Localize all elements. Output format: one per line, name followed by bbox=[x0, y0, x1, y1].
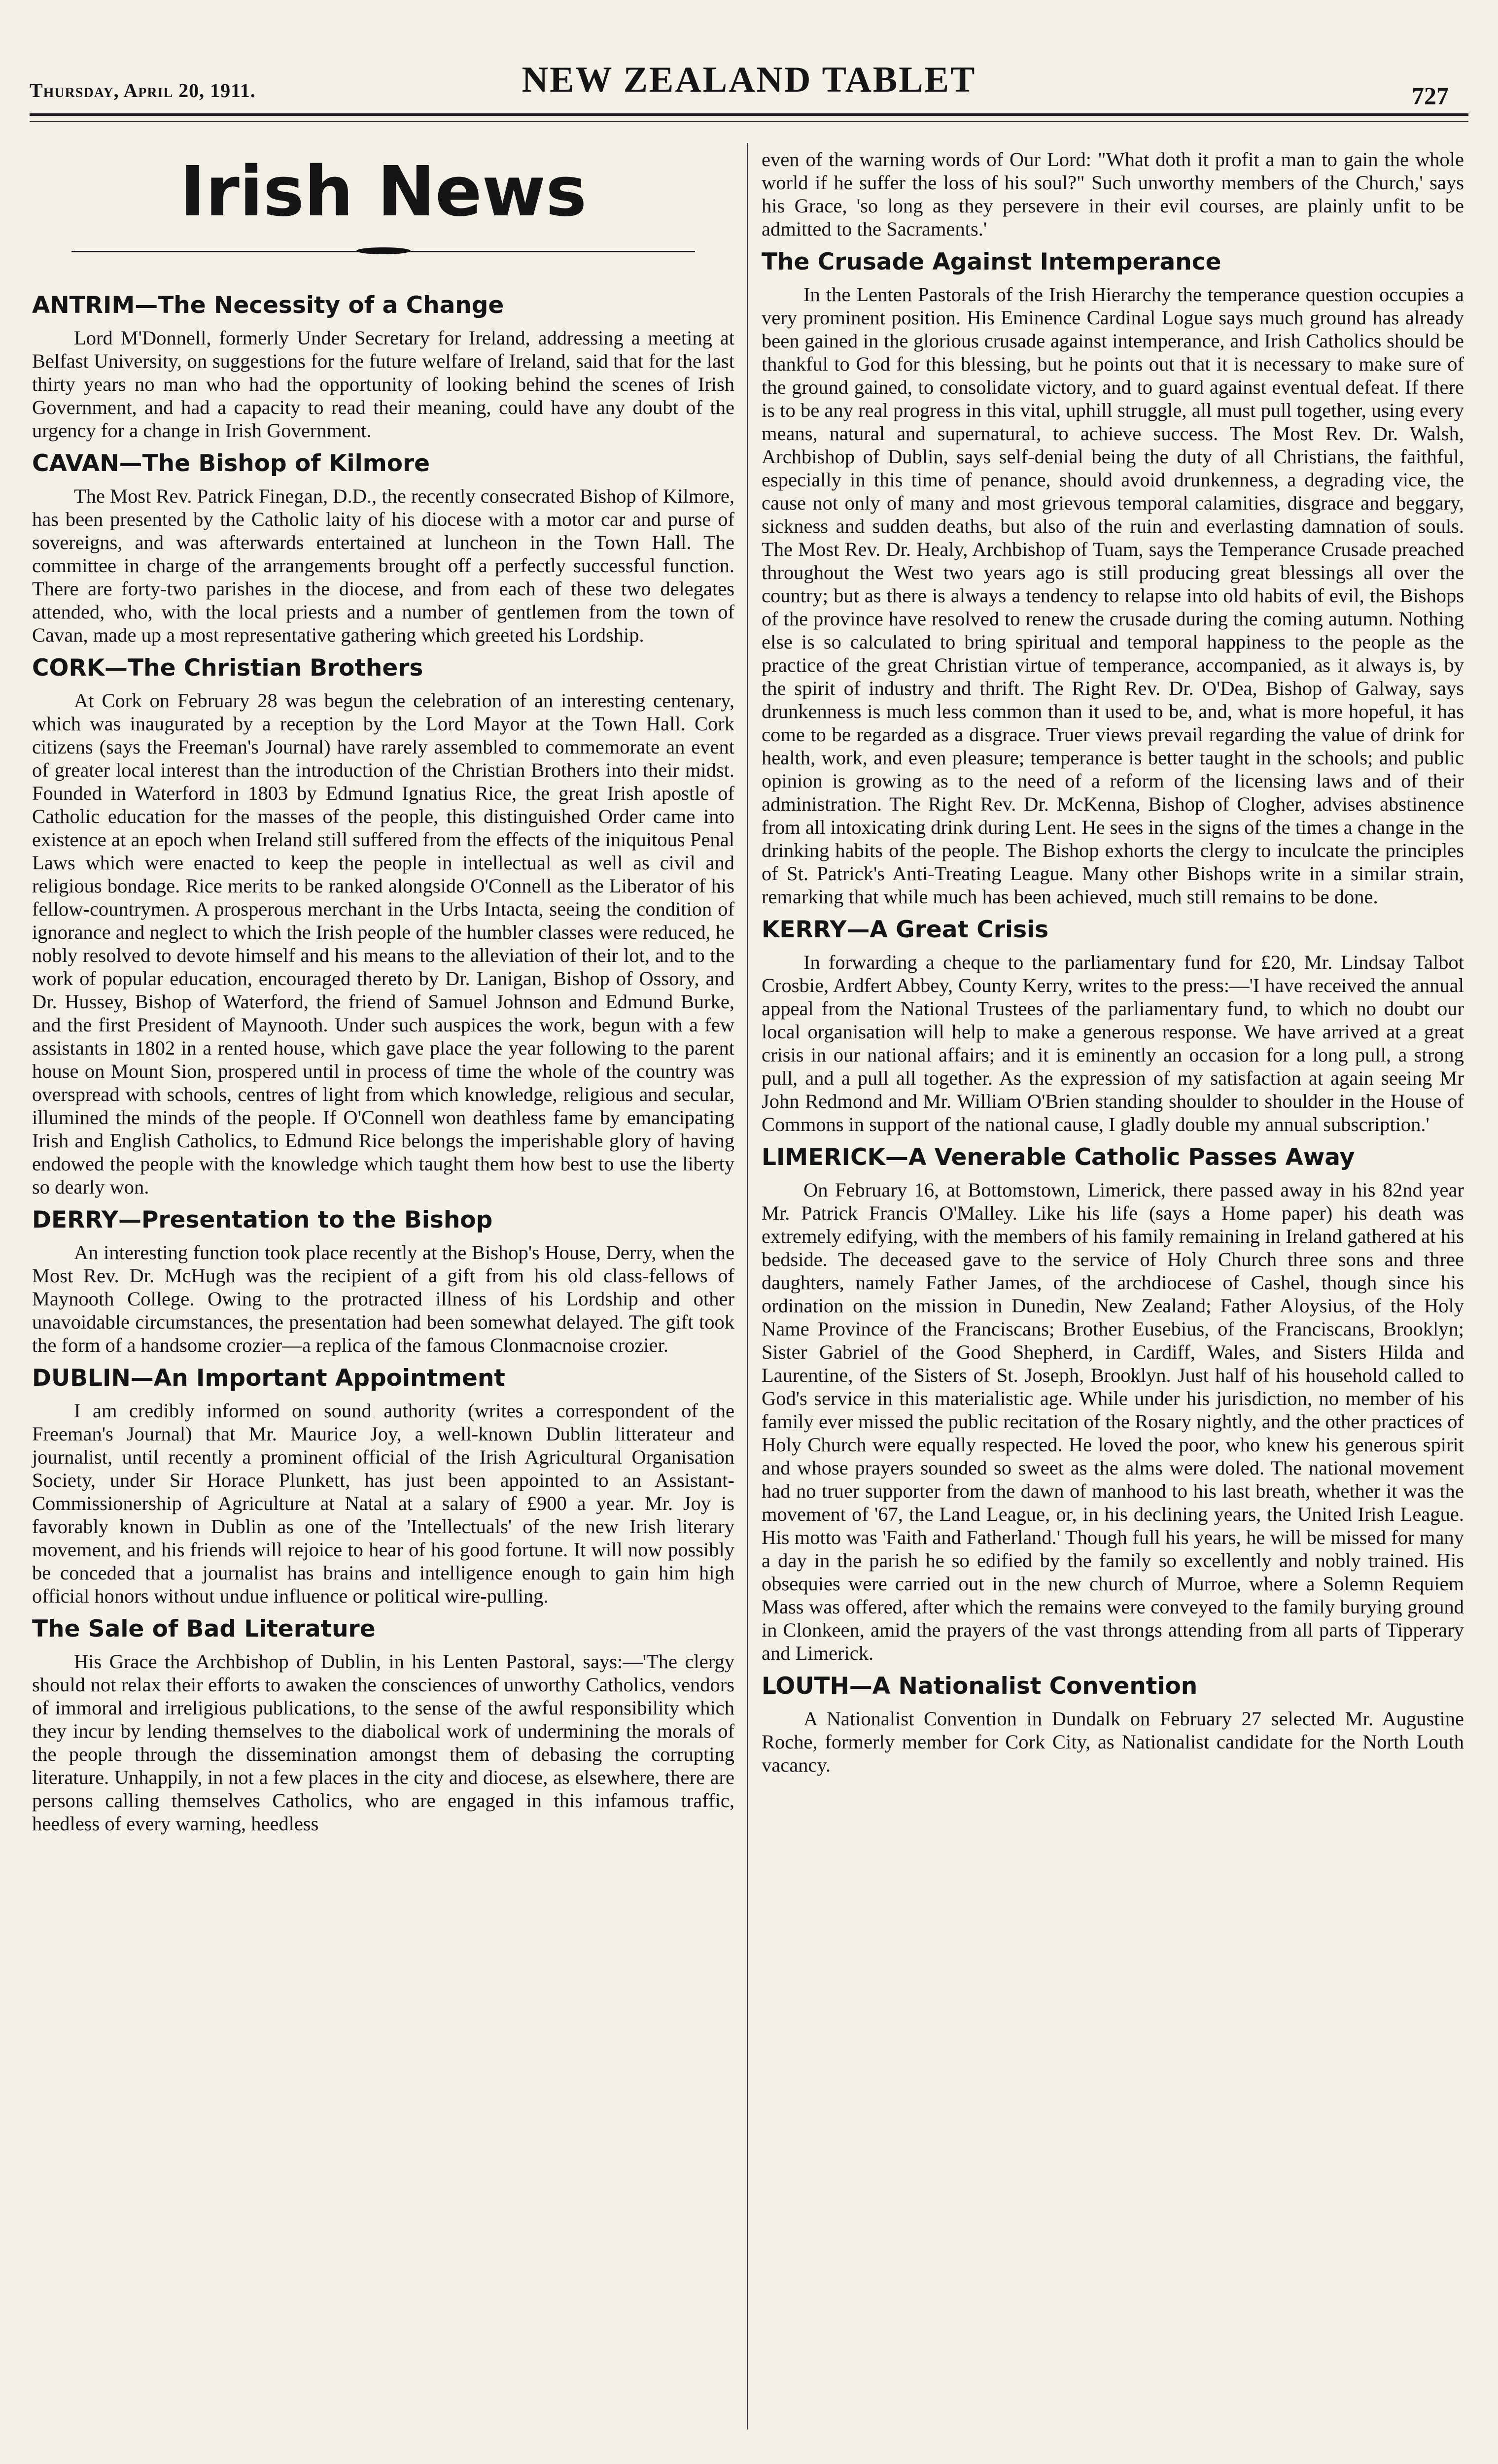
article-paragraph: I am credibly informed on sound authority (writes a correspondent of the Freeman's Journal) that Mr. Maurice Joy, a well-known Dublin litterateur and journalist, until recently a prominent official of the Irish Agricultural Organisation Society, under Sir Horace Plunkett, has just been appointed to an Assistant-Commissionership of Agriculture at Natal at a salary of £900 a year. Mr. Joy is favorably known in Dublin as one of the 'Intellectuals' of the new Irish literary movement, and his friends will rejoice to hear of his good fortune. It will now possibly be conceded that a journalist has brains and intelligence enough to gain him high official honors without undue influence or political wire-pulling. bbox=[32, 1400, 734, 1607]
article-paragraph: even of the warning words of Our Lord: "What doth it profit a man to gain the whole world if he suffer the loss of his soul?" Such unworthy members of the Church,' says his Grace, 'so long as they persevere in their evil courses, are plainly unfit to be admitted to the Sacraments.' bbox=[762, 148, 1464, 240]
section-masthead: Irish News bbox=[179, 152, 587, 232]
article bbox=[32, 291, 734, 442]
article-headline: LIMERICK—A Venerable Catholic Passes Away bbox=[762, 1144, 1355, 1171]
page-header bbox=[30, 59, 1468, 123]
article-paragraph: In forwarding a cheque to the parliamentary fund for £20, Mr. Lindsay Talbot Crosbie, Ardfert Abbey, County Kerry, writes to the press:—'I have received the annual appeal from the National Trustees of the parliamentary fund, to which no doubt our local organisation will help to make a generous response. We have arrived at a great crisis in our national affairs; and it is eminently an occasion for a long pull, a strong pull, and a pull all together. As the expression of my satisfaction at again seeing Mr John Redmond and Mr. William O'Brien standing shoulder to shoulder in the House of Commons in support of the national cause, I gladly double my annual subscription.' bbox=[762, 951, 1464, 1135]
page-number: 727 bbox=[1412, 82, 1449, 109]
article-paragraph: His Grace the Archbishop of Dublin, in his Lenten Pastoral, says:—'The clergy should not relax their efforts to awaken the consciences of unworthy Catholics, vendors of immoral and irreligious publications, to the sense of the awful responsibility which they incur by lending themselves to the diabolical work of undermining the morals of the people through the dissemination amongst them of debasing the corrupting literature. Unhappily, in not a few places in the city and diocese, as elsewhere, there are persons calling themselves Catholics, who are engaged in this infamous traffic, heedless of every warning, heedless bbox=[32, 1650, 734, 1835]
right-articles bbox=[762, 148, 1464, 1777]
article-headline: The Crusade Against Intemperance bbox=[762, 248, 1221, 275]
right-column bbox=[762, 148, 1464, 1777]
masthead-ornament-rule bbox=[71, 246, 695, 256]
left-articles bbox=[32, 291, 734, 1835]
article bbox=[762, 915, 1464, 1136]
header-rule-thin bbox=[30, 121, 1468, 122]
article-headline: ANTRIM—The Necessity of a Change bbox=[32, 292, 504, 319]
article bbox=[32, 1364, 734, 1608]
article bbox=[762, 247, 1464, 908]
article-paragraph: At Cork on February 28 was begun the celebration of an interesting centenary, which was inaugurated by a reception by the Lord Mayor at the Town Hall. Cork citizens (says the Freeman's Journal) have rarely assembled to commemorate an event of greater local interest than the introduction of the Christian Brothers into their midst. Founded in Waterford in 1803 by Edmund Ignatius Rice, the great Irish apostle of Catholic education for the masses of the people, this distinguished Order came into existence at an epoch when Ireland still suffered from the effects of the iniquitous Penal Laws which were enacted to keep the people in intellectual as well as civil and religious bondage. Rice merits to be ranked alongside O'Connell as the Liberator of his fellow-countrymen. A prosperous merchant in the Urbs Intacta, seeing the condition of ignorance and neglect to which the Irish people of the humbler classes were reduced, he nobly resolved to devote himself and his means to the alleviation of their lot, and to the work of popular education, encouraged thereto by Dr. Lanigan, Bishop of Ossory, and Dr. Hussey, Bishop of Waterford, the friend of Samuel Johnson and Edmund Burke, and the first President of Maynooth. Under such auspices the work, begun with a few assistants in 1802 in a rented house, which gave place the year following to the parent house on Mount Sion, prospered until in process of time the whole of the country was overspread with schools, centres of light from which knowledge, religious and secular, illumined the minds of the people. If O'Connell won deathless fame by emancipating Irish and English Catholics, to Edmund Rice belongs the imperishable glory of having endowed the people with the knowledge which taught them how best to use the liberty so dearly won. bbox=[32, 689, 734, 1198]
header-rule bbox=[30, 113, 1468, 116]
article-headline: DUBLIN—An Important Appointment bbox=[32, 1365, 505, 1392]
header-title: NEW ZEALAND TABLET bbox=[522, 60, 976, 100]
column-divider bbox=[747, 143, 748, 2430]
article bbox=[32, 1205, 734, 1357]
article-paragraph: A Nationalist Convention in Dundalk on February 27 selected Mr. Augustine Roche, formerly member for Cork City, as Nationalist candidate for the North Louth vacancy. bbox=[762, 1708, 1464, 1776]
article-paragraph: Lord M'Donnell, formerly Under Secretary for Ireland, addressing a meeting at Belfast University, on suggestions for the future welfare of Ireland, said that for the last thirty years no man who had the opportunity of looking behind the scenes of Irish Government, and had a capacity to read their meaning, could have any doubt of the urgency for a change in Irish Government. bbox=[32, 327, 734, 442]
article-headline: DERRY—Presentation to the Bishop bbox=[32, 1206, 493, 1233]
article bbox=[32, 449, 734, 647]
article-headline: KERRY—A Great Crisis bbox=[762, 916, 1049, 943]
article bbox=[762, 1143, 1464, 1665]
article-paragraph: In the Lenten Pastorals of the Irish Hierarchy the temperance question occupies a very prominent position. His Eminence Cardinal Logue says much ground has already been gained in the glorious crusade against intemperance, and Irish Catholics should be thankful to God for this blessing, but he points out that it is necessary to make sure of the ground gained, to consolidate victory, and to guard against eventual defeat. If there is to be any real progress in this vital, uphill struggle, all must pull together, using every means, natural and supernatural, to achieve success. The Most Rev. Dr. Walsh, Archbishop of Dublin, says self-denial being the duty of all Christians, the faithful, especially in this time of penance, should avoid drunkenness, a degrading vice, the cause not only of many and most grievous temporal calamities, disgrace and beggary, sickness and sudden deaths, but also of the ruin and everlasting damnation of souls. The Most Rev. Dr. Healy, Archbishop of Tuam, says the Temperance Crusade preached throughout the West two years ago is still producing great blessings all over the country; but as there is always a tendency to relapse into old habits of evil, the Bishops of the province have resolved to renew the crusade during the coming autumn. Nothing else is so calculated to bring spiritual and temporal happiness to the people as the practice of the great Christian virtue of temperance, accompanied, as it always is, by the spirit of industry and thrift. The Right Rev. Dr. O'Dea, Bishop of Galway, says drunkenness is much less common than it used to be, and, what is more hopeful, it has come to be regarded as a disgrace. Truer views prevail regarding the value of drink for health, work, and even pleasure; temperance is better taught in the schools; and public opinion is growing as to the need of a reform of the licensing laws and of their administration. The Right Rev. Dr. McKenna, Bishop of Clogher, advises abstinence from all intoxicating drink during Lent. He sees in the signs of the times a change in the drinking habits of the people. The Bishop exhorts the clergy to inculcate the principles of St. Patrick's Anti-Treating League. Many other Bishops write in a similar strain, remarking that while much has been achieved, much still remains to be done. bbox=[762, 283, 1464, 908]
left-column bbox=[32, 148, 734, 1835]
article-paragraph: An interesting function took place recently at the Bishop's House, Derry, when the Most Rev. Dr. McHugh was the recipient of a gift from his old class-fellows of Maynooth College. Owing to the protracted illness of his Lordship and other unavoidable circumstances, the presentation had been somewhat delayed. The gift took the form of a handsome crozier—a replica of the famous Clonmacnoise crozier. bbox=[32, 1241, 734, 1356]
article bbox=[32, 653, 734, 1198]
article-headline: CORK—The Christian Brothers bbox=[32, 654, 423, 682]
article-headline: CAVAN—The Bishop of Kilmore bbox=[32, 450, 430, 477]
article bbox=[762, 1672, 1464, 1777]
header-date: Thursday, April 20, 1911. bbox=[30, 79, 256, 102]
article-headline: LOUTH—A Nationalist Convention bbox=[762, 1673, 1198, 1700]
article bbox=[32, 1614, 734, 1835]
article bbox=[762, 148, 1464, 240]
article-paragraph: On February 16, at Bottomstown, Limerick, there passed away in his 82nd year Mr. Patrick Francis O'Malley. Like his life (says a Home paper) his death was extremely edifying, with the members of his family remaining in Ireland gathered at his bedside. The deceased gave to the service of Holy Church three sons and three daughters, namely Father James, of the archdiocese of Cashel, though since his ordination on the mission in Dunedin, New Zealand; Father Aloysius, of the Holy Name Province of the Franciscans; Brother Eusebius, of the Franciscans, Brooklyn; Sister Gabriel of the Good Shepherd, in Cardiff, Wales, and Sisters Hilda and Laurentine, of the Sisters of St. Joseph, Brooklyn. Just half of his household called to God's service in this materialistic age. While under his jurisdiction, no member of his family ever missed the public recitation of the Rosary nightly, and the other practices of Holy Church were equally respected. He loved the poor, who knew his generous spirit and whose prayers sounded so sweet as the alms were doled. The national movement had no truer supporter from the dawn of manhood to his last breath, whether it was the movement of '67, the Land League, or, in his declining years, the United Irish League. His motto was 'Faith and Fatherland.' Though full his years, he will be missed for many a day in the parish he so edified by the family so excellently and nobly trained. His obsequies were carried out in the new church of Murroe, where a Solemn Requiem Mass was offered, after which the remains were conveyed to the family burying ground in Clonkeen, amid the prayers of the vast throngs attending from all parts of Tipperary and Limerick. bbox=[762, 1179, 1464, 1664]
article-paragraph: The Most Rev. Patrick Finegan, D.D., the recently consecrated Bishop of Kilmore, has been presented by the Catholic laity of his diocese with a motor car and purse of sovereigns, and was afterwards entertained at luncheon in the Town Hall. The committee in charge of the arrangements brought off a perfectly successful function. There are forty-two parishes in the diocese, and from each of these two delegates attended, who, with the local priests and a number of gentlemen from the town of Cavan, made up a most representative gathering which greeted his Lordship. bbox=[32, 485, 734, 646]
article-headline: The Sale of Bad Literature bbox=[32, 1615, 376, 1643]
